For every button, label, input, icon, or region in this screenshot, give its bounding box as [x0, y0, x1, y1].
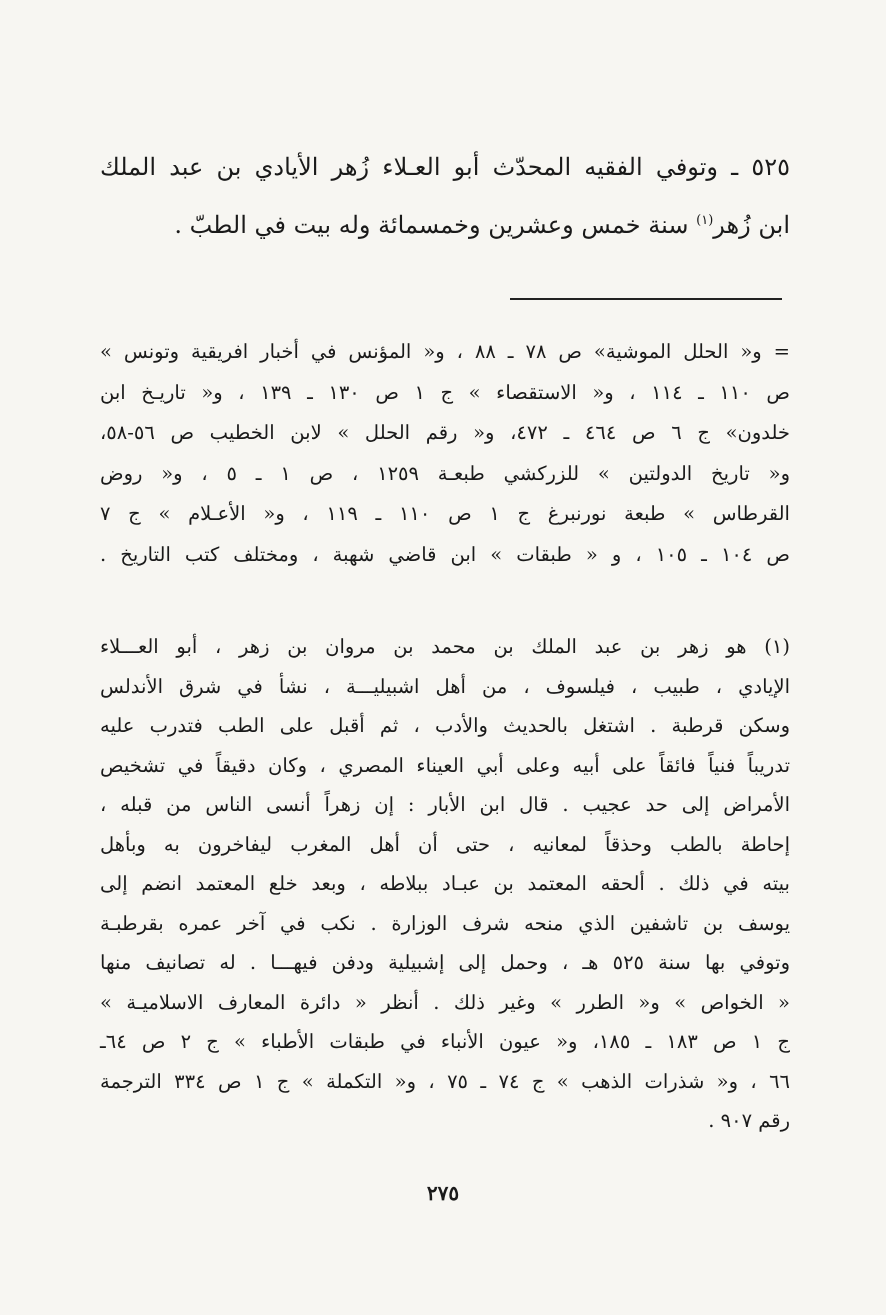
sources-continuation — [100, 332, 790, 575]
footnote-line: ٦٦ ، و« شذرات الذهب » ج ٧٤ ـ ٧٥ ، و« التكملة » ج ١ ص ٣٣٤ الترجمة — [100, 1069, 791, 1093]
page-number: ٢٧٥ — [426, 1181, 460, 1205]
footnote-line: إحاطة بالطب وحذقاً لمعانيه ، حتى أن أهل المغرب ليفاخرون به وبأهل — [100, 832, 790, 856]
entry-line: ٥٢٥ ـ وتوفي الفقيه المحدّث أبو العـلاء زُهر الأيادي بن عبد الملك — [100, 153, 791, 181]
sources-line: القرطاس » طبعة نورنبرغ ج ١ ص ١١٠ ـ ١١٩ ، و« الأعـلام » ج ٧ — [100, 502, 790, 525]
sources-line: = و« الحلل الموشية» ص ٧٨ ـ ٨٨ ، و« المؤنس في أخبار افريقية وتونس » — [100, 340, 790, 363]
footnote-line: الأمراض إلى حد عجيب . قال ابن الأبار : إن زهراً أنسى الناس من قبله ، — [100, 793, 790, 816]
sources-line: و« تاريخ الدولتين » للزركشي طبعـة ١٢٥٩ ، ص ١ ـ ٥ ، و« روض — [100, 461, 790, 485]
footnote-1 — [100, 627, 790, 1141]
sources-line: ص ١٠٤ ـ ١٠٥ ، و « طبقات » ابن قاضي شهبة ، ومختلف كتب التاريخ . — [100, 542, 790, 566]
footnote-line: يوسف بن تاشفين الذي منحه شرف الوزارة . نكب في آخر عمره بقرطبـة — [100, 911, 790, 935]
entry-text: سنة خمس وعشرين وخمسمائة وله بيت في الطبّ . — [174, 211, 697, 239]
footnote-line: ج ١ ص ١٨٣ ـ ١٨٥، و« عيون الأنباء في طبقات الأطباء » ج ٢ ص ٦٤ـ — [100, 1030, 790, 1053]
footnote-line: تدريباً فنياً فائقاً على أبيه وعلى أبي العيناء المصري ، وكان دقيقاً في تشخيص — [100, 753, 790, 777]
footnote-line: « الخواص » و« الطرر » وغير ذلك . أنظر « دائرة المعارف الاسلاميـة » — [100, 990, 790, 1014]
footnote-line: الإيادي ، طبيب ، فيلسوف ، من أهل اشبيليـــة ، نشأ في شرق الأندلس — [100, 674, 790, 698]
entry-text: ابن زُهر — [713, 211, 790, 239]
footnote-line: رقم ٩٠٧ . — [708, 1109, 790, 1132]
sources-line: خلدون» ج ٦ ص ٤٦٤ ـ ٤٧٢، و« رقم الحلل » لابن الخطيب ص ٥٦-٥٨، — [100, 421, 790, 444]
footnote-line: (١) هو زهر بن عبد الملك بن محمد بن مروان بن زهر ، أبو العـــلاء — [100, 635, 790, 658]
footnote-line: وسكن قرطبة . اشتغل بالحديث والأدب ، ثم أقبل على الطب فتدرب عليه — [100, 714, 790, 737]
footnote-reference: (١) — [696, 213, 714, 228]
footnote-line: وتوفي بها سنة ٥٢٥ هـ ، وحمل إلى إشبيلية ودفن فيهـــا . له تصانيف منها — [100, 951, 791, 974]
main-entry — [100, 140, 790, 252]
sources-line: ص ١١٠ ـ ١١٤ ، و« الاستقصاء » ج ١ ص ١٣٠ ـ ١٣٩ ، و« تاريـخ ابن — [100, 380, 790, 404]
footnote-separator — [510, 298, 782, 300]
footnote-line: بيته في ذلك . ألحقه المعتمد بن عبـاد ببلاطه ، وبعد خلع المعتمد انضم إلى — [100, 872, 790, 895]
entry-line — [100, 194, 790, 252]
